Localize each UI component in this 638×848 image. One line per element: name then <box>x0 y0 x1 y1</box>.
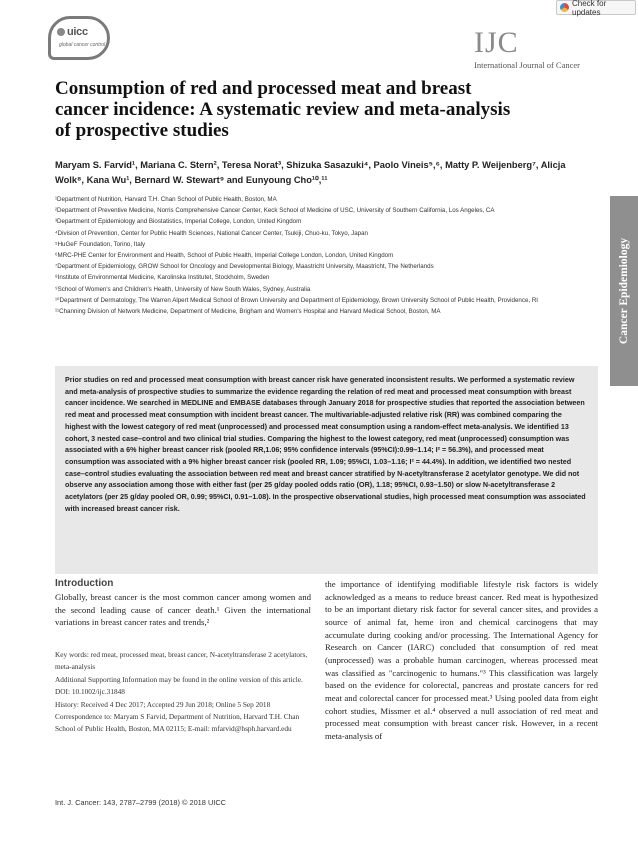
affiliation-item: ⁶MRC-PHE Center for Environment and Health, School of Public Health, Imperial College London, London, United Kingdom <box>55 252 394 260</box>
affiliation-item: ¹¹Channing Division of Network Medicine, Department of Medicine, Brigham and Women's Hospital and Harvard Medical School, Boston, MA <box>55 308 441 316</box>
intro-left-column: Globally, breast cancer is the most common cancer among women and the second leading cause of cancer death.¹ Given the international variations in breast cancer rates and trends,² <box>55 592 311 628</box>
journal-abbreviation: IJC <box>474 26 519 59</box>
section-side-tab <box>610 196 638 386</box>
article-metadata <box>55 649 311 736</box>
logo-tagline: global cancer control <box>59 42 106 48</box>
article-title: Consumption of red and processed meat and breast cancer incidence: A systematic review and meta-analysis of prospective studies <box>55 78 511 141</box>
affiliation-item: ¹Department of Nutrition, Harvard T.H. Chan School of Public Health, Boston, MA <box>55 196 277 203</box>
affiliation-item: ³Department of Epidemiology and Biostatistics, Imperial College, London, United Kingdom <box>55 218 302 226</box>
affiliation-item: ⁷Department of Epidemiology, GROW School for Oncology and Developmental Biology, Maastricht University, Maastricht, The Netherlands <box>55 263 434 271</box>
check-for-updates-label: Check for updates <box>572 0 607 17</box>
doi[interactable]: DOI: 10.1002/ijc.31848 <box>55 687 125 697</box>
author-list: Maryam S. Farvid¹, Mariana C. Stern², Teresa Norat³, Shizuka Sasazuki⁴, Paolo Vineis⁵,⁶, Matty P. Weijenberg⁷, Alicja Wolk⁸, Kana Wu¹, Bernard W. Stewart⁹ and Eunyoung Cho¹⁰,¹¹ <box>55 160 566 185</box>
abstract-text: Prior studies on red and processed meat consumption with breast cancer risk have generated inconsistent results. We performed a systematic review and meta-analysis of prospective studies to summarize the evidence regarding the relation of red meat and processed meat consumption with breast cancer incidence. We searched in MEDLINE and EMBASE databases through January 2018 for prospective studies that reported the association between red meat and processed meat consumption with incident breast cancer. The multivariable-adjusted relative risk (RR) was combined comparing the highest with the lowest category of red meat (unprocessed) and processed meat consumption using a random-effect meta-analysis. We identified 13 cohort, 3 nested case–control and two clinical trial studies. Comparing the highest to the lowest category, red meat (unprocessed) consumption was associated with a 6% higher breast cancer risk (pooled RR,1.06; 95% confidence intervals (95%CI):0.99–1.14; I² = 56.3%), and processed meat consumption was associated with a 9% higher breast cancer risk (pooled RR, 1.09; 95%CI, 1.03–1.16; I² = 44.4%). In addition, we identified two nested case–control studies evaluating the association between red meat and breast cancer stratified by N-acetyltransferase 2 acetylator genotype. We did not observe any association among those with either fast (per 25 g/day pooled odds ratio (OR), 1.18; 95%CI, 0.93–1.50) or slow N-acetyltransferase 2 acetylators (per 25 g/day pooled OR, 0.99; 95%CI, 0.91–1.08). In the prospective observational studies, high processed meat consumption was associated with increased breast cancer risk. <box>65 376 586 513</box>
page-footer: Int. J. Cancer: 143, 2787–2799 (2018) © 2018 UICC <box>55 798 227 807</box>
intro-right-column: the importance of identifying modifiable lifestyle risk factors is widely acknowledged as a means to reduce breast cancer. Red meat is hypothesized to be an important dietary risk factor for several cancer sites, and provides a source of animal fat, heme iron and chemical carcinogens that may accumulate during cooking and/or processing. The International Agency for Research on Cancer (IARC) concluded that consumption of red meat (unprocessed) was a probable human carcinogen, whereas processed meat was classified as "carcinogenic to humans."³ This classification was largely based on the evidence for colorectal, pancreas and prostate cancers for red meat and colorectal cancer for processed meat.³ Using pooled data from eight cohort studies, Missmer et al.⁴ observed a null association of red meat and processed meat consumption with breast cancer risk. However, in a recent meta-analysis of <box>325 579 598 741</box>
affiliations <box>55 194 585 317</box>
abstract-box <box>55 366 598 574</box>
history: History: Received 4 Dec 2017; Accepted 29 Jun 2018; Online 5 Sep 2018 <box>55 699 271 709</box>
logo-text: uicc <box>67 26 88 38</box>
crossmark-icon <box>560 3 569 12</box>
check-for-updates-button[interactable] <box>556 0 636 15</box>
keywords: Key words: red meat, processed meat, breast cancer, N-acetyltransferase 2 acetylators, meta-analysis <box>55 650 308 672</box>
introduction-heading: Introduction <box>55 578 114 589</box>
affiliation-item: ⁵HuGeF Foundation, Torino, Italy <box>55 240 146 248</box>
supporting-info: Additional Supporting Information may be found in the online version of this article. <box>55 674 303 684</box>
affiliation-item: ⁹School of Women's and Children's Health, University of New South Wales, Sydney, Australia <box>55 285 311 293</box>
affiliation-item: ⁴Division of Prevention, Center for Public Health Sciences, National Cancer Center, Tsukiji, Chuo-ku, Tokyo, Japan <box>55 229 368 237</box>
affiliation-item: ¹⁰Department of Dermatology, The Warren Alpert Medical School of Brown University and Department of Epidemiology, Brown University School of Public Health, Providence, RI <box>55 296 539 304</box>
globe-icon <box>57 28 65 36</box>
side-tab-label: Cancer Epidemiology <box>618 237 630 345</box>
affiliation-item: ⁸Institute of Environmental Medicine, Karolinska Institutet, Stockholm, Sweden <box>55 274 270 282</box>
uicc-logo <box>48 16 110 60</box>
affiliation-item: ²Department of Preventive Medicine, Norris Comprehensive Cancer Center, Keck School of Medicine of USC, University of Southern California, Los Angeles, CA <box>55 207 495 215</box>
correspondence: Correspondence to: Maryam S Farvid, Department of Nutrition, Harvard T.H. Chan School of Public Health, Boston, MA 02115; E-mail: mfarvid@hsph.harvard.edu <box>55 712 300 734</box>
journal-name: International Journal of Cancer <box>474 60 580 70</box>
